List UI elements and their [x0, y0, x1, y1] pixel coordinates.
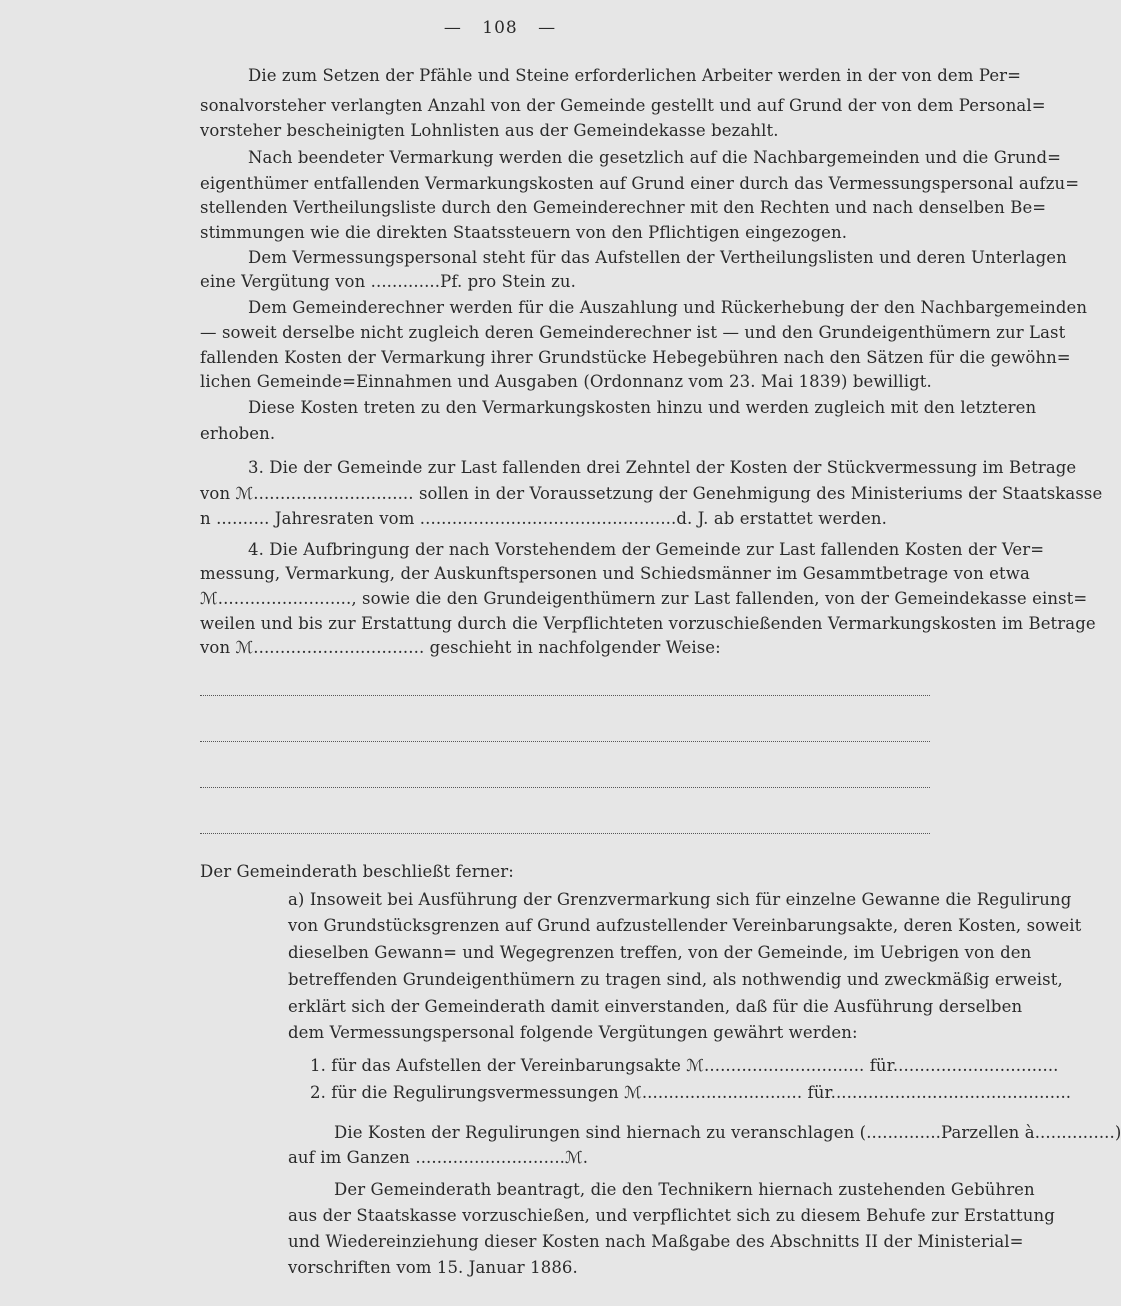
text-line: 3. Die der Gemeinde zur Last fallenden drei Zehntel der Kosten der Stückvermessung im Betrage — [248, 458, 1077, 477]
text-line: stimmungen wie die direkten Staatssteuern von den Pflichtigen eingezogen. — [200, 223, 848, 242]
text-line: Dem Vermessungspersonal steht für das Aufstellen der Vertheilungslisten und deren Unterlagen — [248, 248, 1067, 267]
text-line: Die zum Setzen der Pfähle und Steine erforderlichen Arbeiter werden in der von dem Per= — [248, 66, 1022, 85]
text-line: a) Insoweit bei Ausführung der Grenzvermarkung sich für einzelne Gewanne die Regulirung — [288, 890, 1072, 909]
text-line: eine Vergütung von .............Pf. pro Stein zu. — [200, 272, 576, 291]
text-line: 4. Die Aufbringung der nach Vorstehendem der Gemeinde zur Last fallenden Kosten der Ver= — [248, 540, 1045, 559]
text-line: Die Kosten der Regulirungen sind hiernach zu veranschlagen (..............Parzellen à...............) — [334, 1123, 1121, 1142]
text-line: erhoben. — [200, 424, 276, 443]
text-line: Nach beendeter Vermarkung werden die gesetzlich auf die Nachbargemeinden und die Grund= — [248, 148, 1062, 167]
text-line: von Grundstücksgrenzen auf Grund aufzustellender Vereinbarungsakte, deren Kosten, soweit — [288, 916, 1082, 935]
text-line: vorschriften vom 15. Januar 1886. — [288, 1258, 578, 1277]
text-line: ℳ........................., sowie die den Grundeigenthümern zur Last fallenden, von der Gemeindekasse einst= — [200, 589, 1088, 608]
header-dash-right: — — [538, 18, 557, 38]
page-header — [0, 18, 1000, 38]
blank-dotted-line — [200, 785, 930, 788]
text-line: stellenden Vertheilungsliste durch den Gemeinderechner mit den Rechten und nach denselben Be= — [200, 198, 1047, 217]
section-heading: Der Gemeinderath beschließt ferner: — [200, 862, 514, 881]
text-line: messung, Vermarkung, der Auskunftspersonen und Schiedsmänner im Gesammtbetrage von etwa — [200, 564, 1030, 583]
text-line: Diese Kosten treten zu den Vermarkungskosten hinzu und werden zugleich mit den letzteren — [248, 398, 1037, 417]
text-line: n .......... Jahresraten vom ................................................d. J. ab erstattet werden. — [200, 509, 887, 528]
text-line: auf im Ganzen ............................ℳ. — [288, 1148, 589, 1167]
text-line: aus der Staatskasse vorzuschießen, und verpflichtet sich zu diesem Behufe zur Erstattung — [288, 1206, 1055, 1225]
text-line: Der Gemeinderath beantragt, die den Technikern hiernach zustehenden Gebühren — [334, 1180, 1035, 1199]
text-line: — soweit derselbe nicht zugleich deren Gemeinderechner ist — und den Grundeigenthümern zur Last — [200, 323, 1066, 342]
text-line: vorsteher bescheinigten Lohnlisten aus der Gemeindekasse bezahlt. — [200, 121, 779, 140]
text-line: 2. für die Regulirungsvermessungen ℳ.............................. für............................................. — [310, 1083, 1072, 1102]
text-line: lichen Gemeinde=Einnahmen und Ausgaben (Ordonnanz vom 23. Mai 1839) bewilligt. — [200, 372, 932, 391]
blank-dotted-line — [200, 693, 930, 696]
text-line: Dem Gemeinderechner werden für die Auszahlung und Rückerhebung der den Nachbargemeinden — [248, 298, 1088, 317]
text-line: dem Vermessungspersonal folgende Vergütungen gewährt werden: — [288, 1023, 858, 1042]
blank-dotted-line — [200, 831, 930, 834]
text-line: dieselben Gewann= und Wegegrenzen treffen, von der Gemeinde, im Uebrigen von den — [288, 943, 1032, 962]
text-line: erklärt sich der Gemeinderath damit einverstanden, daß für die Ausführung derselben — [288, 997, 1023, 1016]
text-line: 1. für das Aufstellen der Vereinbarungsakte ℳ.............................. für............................... — [310, 1056, 1059, 1075]
blank-dotted-line — [200, 739, 930, 742]
header-dash-left: — — [443, 18, 462, 38]
text-line: von ℳ.............................. sollen in der Voraussetzung der Genehmigung des Ministeriums der Staatskasse — [200, 484, 1103, 503]
text-line: von ℳ................................ geschieht in nachfolgender Weise: — [200, 638, 721, 657]
page-number: 108 — [482, 18, 518, 38]
text-line: weilen und bis zur Erstattung durch die Verpflichteten vorzuschießenden Vermarkungskosten im Betrage — [200, 614, 1096, 633]
text-line: und Wiedereinziehung dieser Kosten nach Maßgabe des Abschnitts II der Ministerial= — [288, 1232, 1024, 1251]
text-line: sonalvorsteher verlangten Anzahl von der Gemeinde gestellt und auf Grund der von dem Personal= — [200, 96, 1046, 115]
text-line: fallenden Kosten der Vermarkung ihrer Grundstücke Hebegebühren nach den Sätzen für die gewöhn= — [200, 348, 1071, 367]
text-line: eigenthümer entfallenden Vermarkungskosten auf Grund einer durch das Vermessungspersonal aufzu= — [200, 174, 1080, 193]
text-line: betreffenden Grundeigenthümern zu tragen sind, als nothwendig und zweckmäßig erweist, — [288, 970, 1063, 989]
